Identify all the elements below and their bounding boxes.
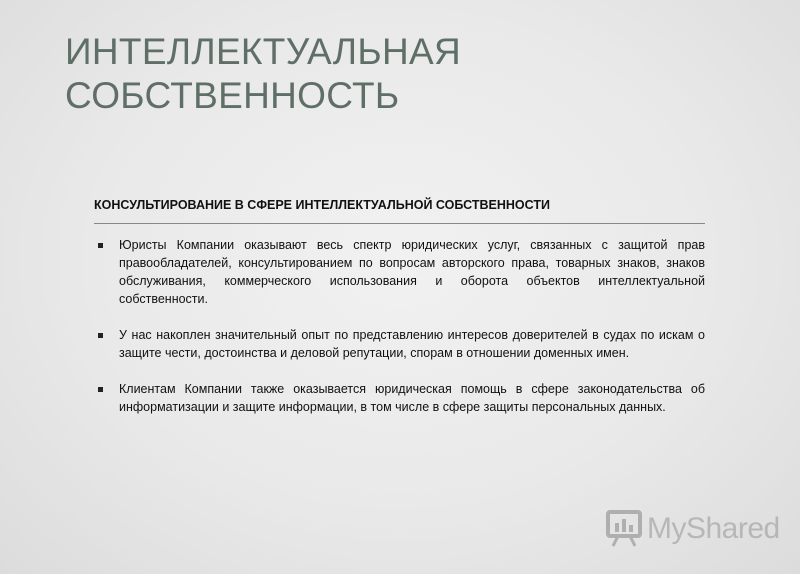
square-bullet-icon [98,333,103,338]
bullet-list [94,236,705,416]
section-heading: КОНСУЛЬТИРОВАНИЕ В СФЕРЕ ИНТЕЛЛЕКТУАЛЬНОЙ СОБСТВЕННОСТИ [94,196,705,224]
slide-title-line-1: ИНТЕЛЛЕКТУАЛЬНАЯ [65,31,461,72]
slide-content [94,196,705,434]
bullet-text: У нас накоплен значительный опыт по представлению интересов доверителей в судах по искам о защите чести, достоинства и деловой репутации, спорам в отношении доменных имен. [119,328,705,360]
watermark-text: MyShared [647,512,780,545]
bullet-item [94,326,705,362]
square-bullet-icon [98,387,103,392]
presentation-board-icon [605,508,647,550]
bullet-text: Клиентам Компании также оказывается юридическая помощь в сфере законодательства об информатизации и защите информации, в том числе в сфере защиты персональных данных. [119,382,705,414]
bullet-text: Юристы Компании оказывают весь спектр юридических услуг, связанных с защитой прав правообладателей, консультированием по вопросам авторского права, товарных знаков, знаков обслуживания, коммерческого использования и оборота объектов интеллектуальной собственности. [119,238,705,306]
bullet-item [94,380,705,416]
myshared-watermark [605,508,780,550]
square-bullet-icon [98,243,103,248]
slide-title [65,30,585,118]
slide-title-line-2: СОБСТВЕННОСТЬ [65,75,400,116]
bullet-item [94,236,705,308]
